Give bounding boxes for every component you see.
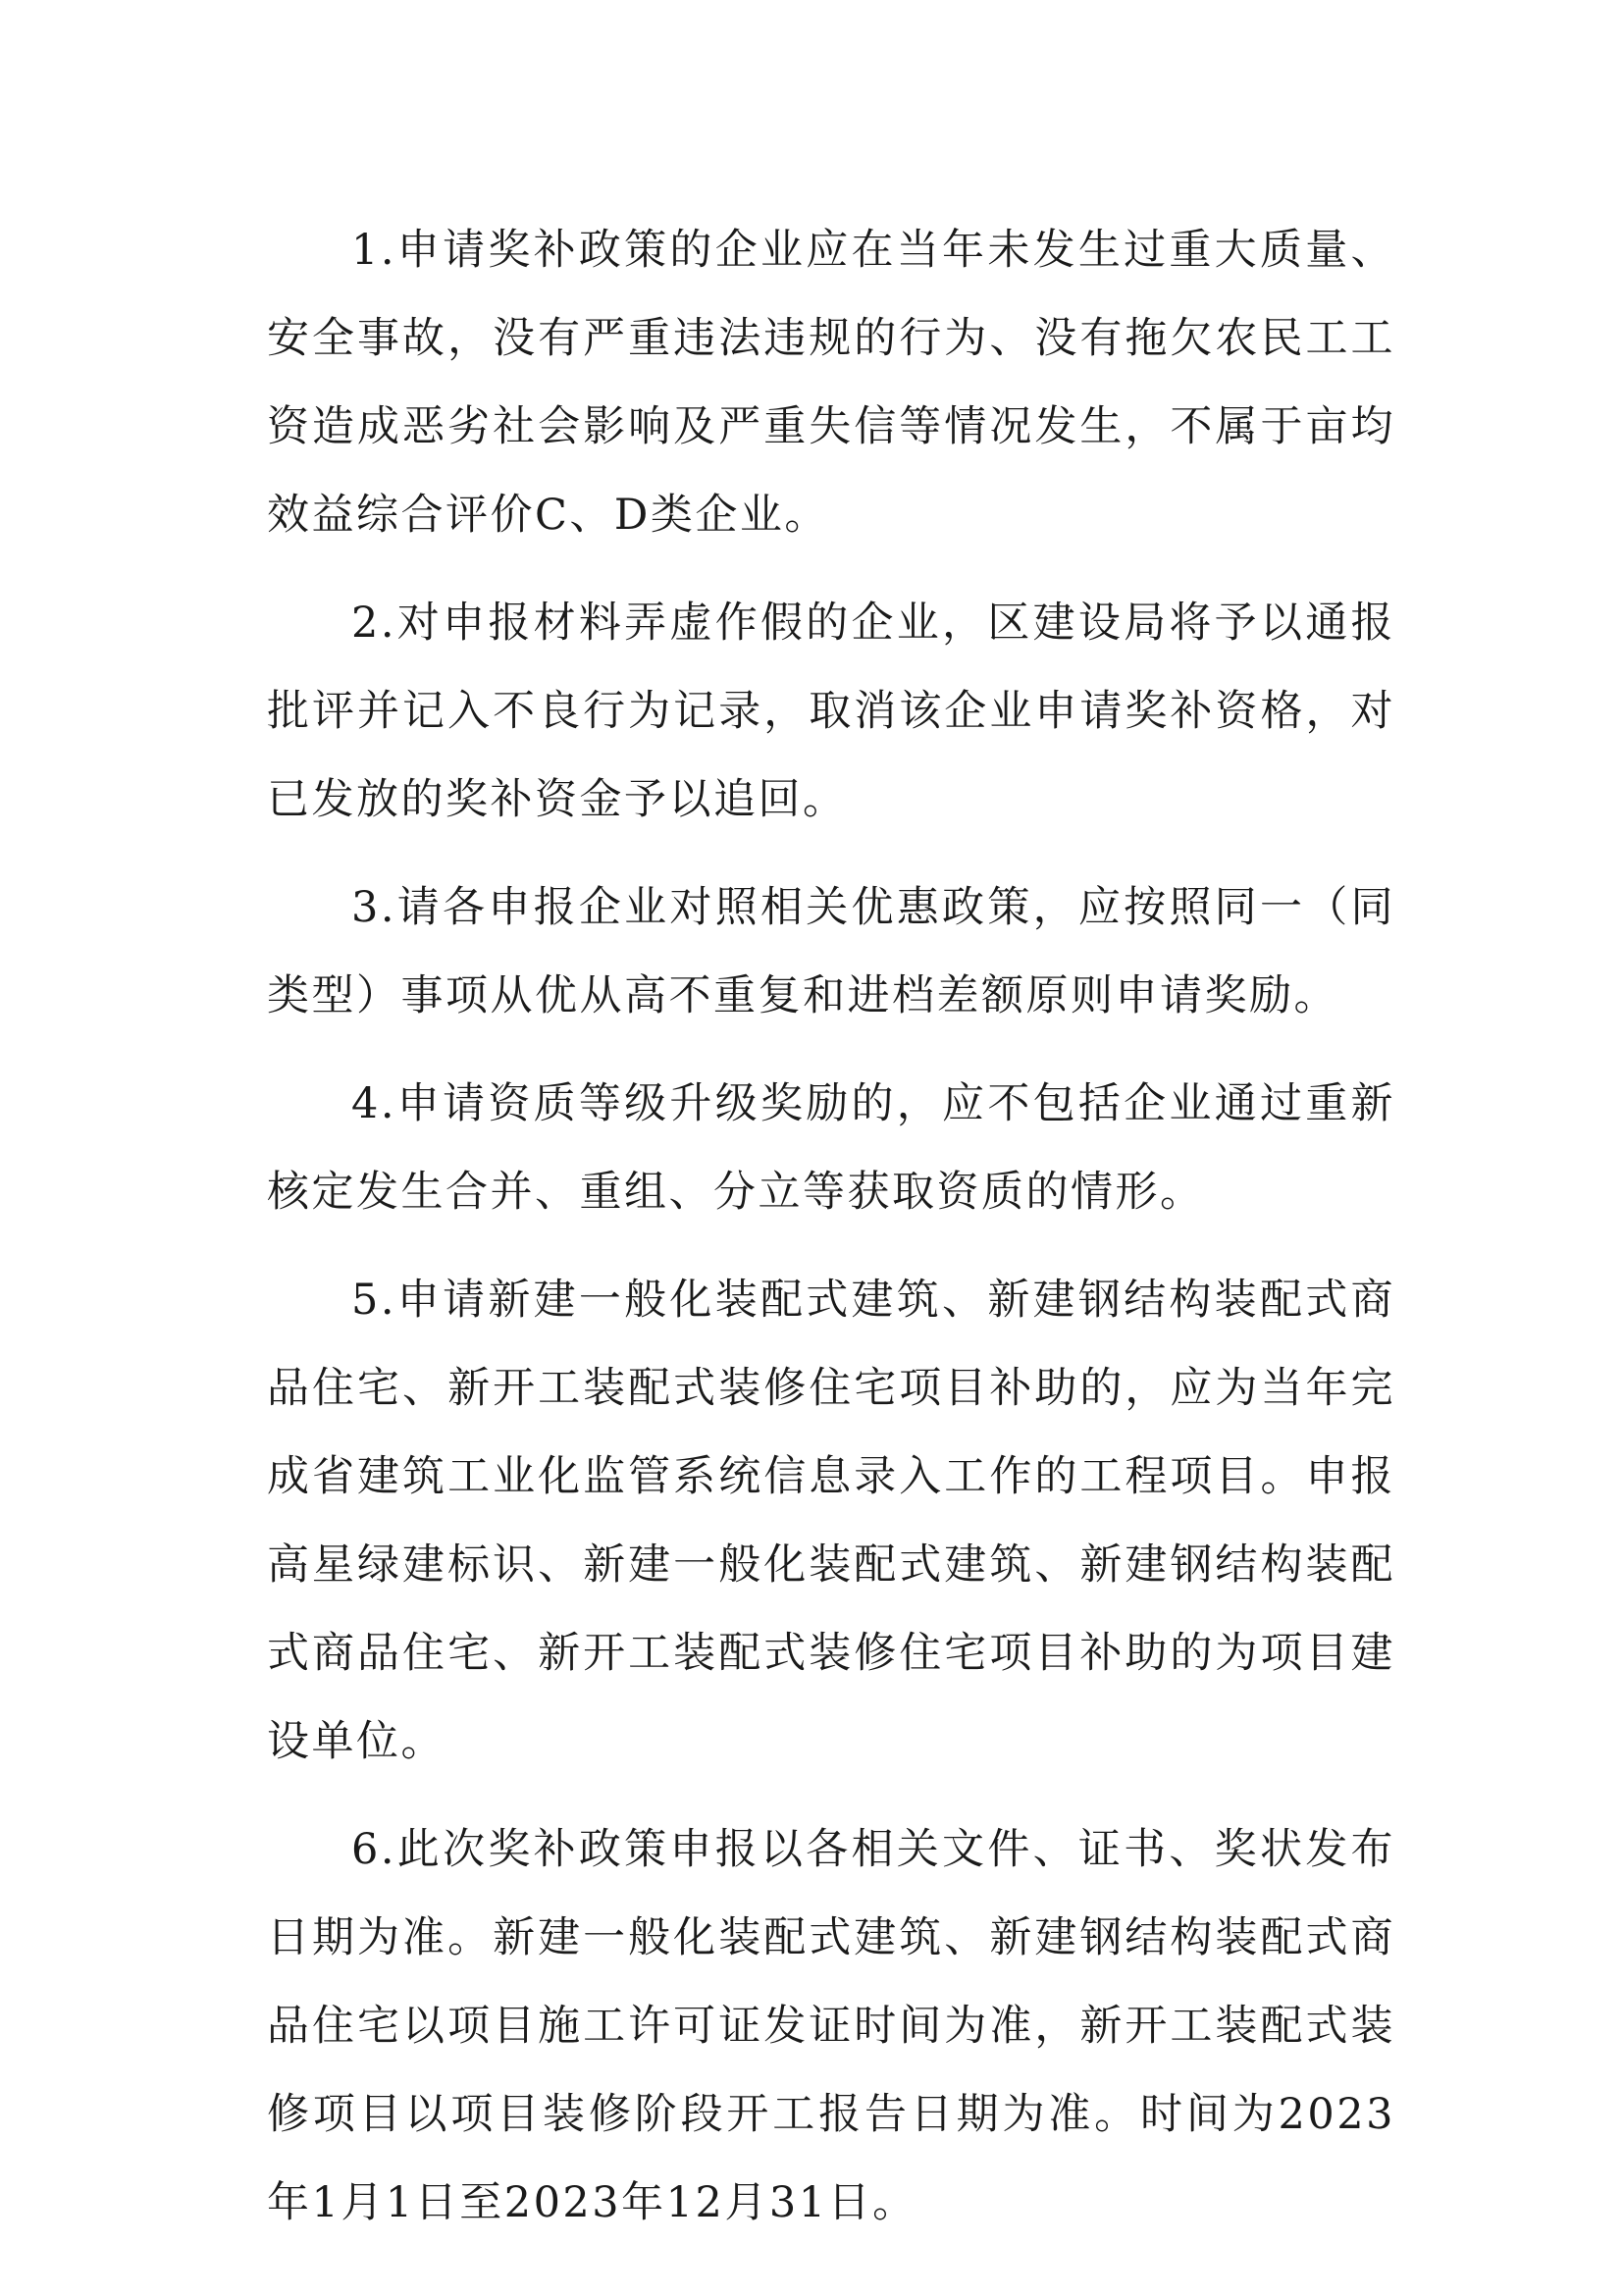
paragraph-3: 3.请各申报企业对照相关优惠政策，应按照同一（同类型）事项从优从高不重复和进档差额原则申请奖励。 — [267, 883, 1395, 1020]
paragraph-4: 4.申请资质等级升级奖励的，应不包括企业通过重新核定发生合并、重组、分立等获取资质的情形。 — [267, 1079, 1395, 1217]
document-body — [267, 206, 1395, 2247]
paragraph-1: 1.申请奖补政策的企业应在当年未发生过重大质量、安全事故，没有严重违法违规的行为、没有拖欠农民工工资造成恶劣社会影响及严重失信等情况发生，不属于亩均效益综合评价C、D类企业。 — [267, 226, 1395, 540]
paragraph-5: 5.申请新建一般化装配式建筑、新建钢结构装配式商品住宅、新开工装配式装修住宅项目补助的，应为当年完成省建筑工业化监管系统信息录入工作的工程项目。申报高星绿建标识、新建一般化装配式建筑、新建钢结构装配式商品住宅、新开工装配式装修住宅项目补助的为项目建设单位。 — [267, 1276, 1395, 1766]
paragraph-2: 2.对申报材料弄虚作假的企业，区建设局将予以通报批评并记入不良行为记录，取消该企业申请奖补资格，对已发放的奖补资金予以追回。 — [267, 599, 1395, 824]
paragraph-6: 6.此次奖补政策申报以各相关文件、证书、奖状发布日期为准。新建一般化装配式建筑、新建钢结构装配式商品住宅以项目施工许可证发证时间为准，新开工装配式装修项目以项目装修阶段开工报告日期为准。时间为2023年1月1日至2023年12月31日。 — [267, 1825, 1395, 2227]
